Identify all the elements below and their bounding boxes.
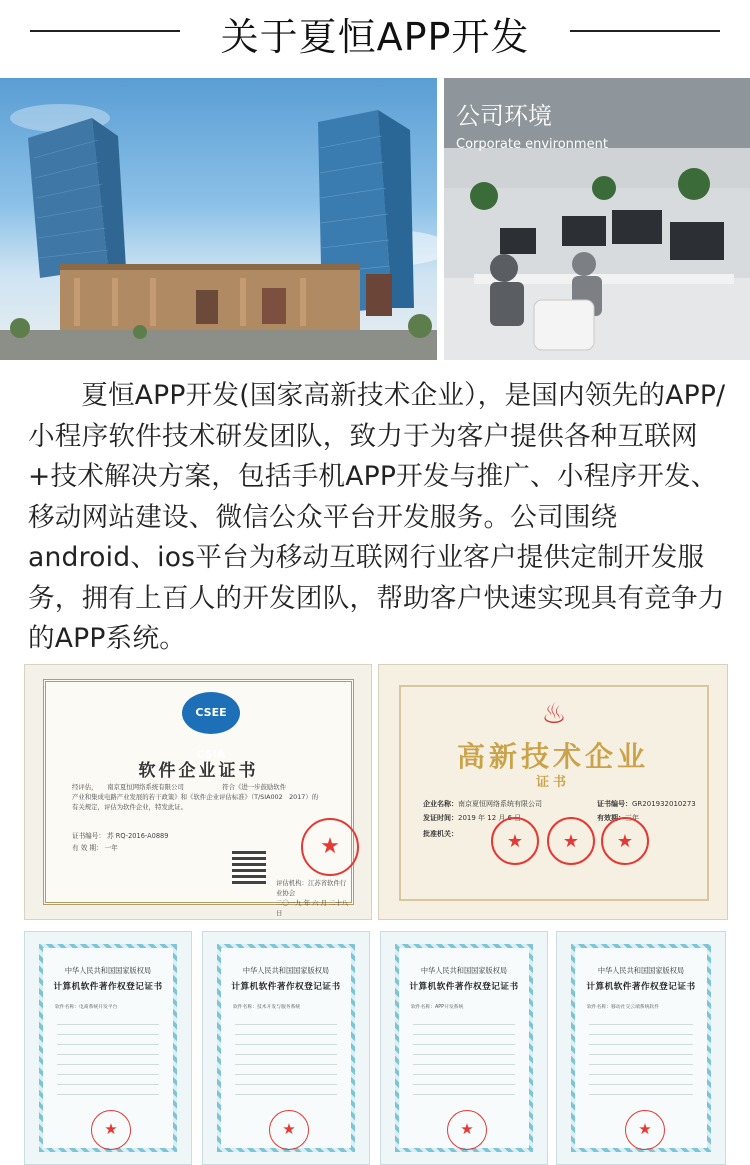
- certificate-issuer: [276, 878, 351, 918]
- certificate-number-value: GR201932010273: [632, 800, 696, 808]
- issuer-label: 评估机构：: [276, 879, 308, 887]
- company-name-value: 南京夏恒网络系统有限公司: [458, 800, 542, 808]
- building-illustration: [0, 78, 437, 360]
- certificate-body: [72, 782, 332, 812]
- certificate-number-value: 苏 RQ-2016-A0889: [107, 832, 169, 840]
- certificate-authority: 中华人民共和国国家版权局: [242, 966, 330, 975]
- certificate-number-label: 证书编号：: [597, 800, 632, 808]
- certificate-validity-value: 一年: [104, 844, 118, 852]
- certificate-frame: [217, 944, 355, 1152]
- certificate-validity-label: 有 效 期：: [72, 844, 103, 852]
- office-caption-en: Corporate environment: [456, 137, 608, 152]
- company-name-field: [423, 799, 542, 809]
- certificate-frame: [43, 679, 354, 917]
- company-intro-text: 夏恒APP开发(国家高新技术企业），是国内领先的APP/小程序软件技术研发团队，致力于为客户提供各种互联网+技术解决方案，包括手机APP开发与推广、小程序开发、移动网站建设、微信公众平台开发服务。公司围绕android、ios平台为移动互联网行业客户提供定制开发服务，拥有上百人的开发团队，帮助客户快速实现具有竞争力的APP系统。: [28, 380, 726, 654]
- certificate-number-field: [597, 799, 696, 809]
- red-seal-icon: ★: [625, 1110, 665, 1150]
- copyright-certificate: [24, 931, 192, 1165]
- copyright-certificate: [202, 931, 370, 1165]
- issuer-value: 江苏省软件行业协会: [276, 879, 347, 897]
- issue-date-value: 2019 年 12 月 6 日: [458, 814, 522, 822]
- certificate-authority: 中华人民共和国国家版权局: [64, 966, 152, 975]
- qr-code-icon: [232, 850, 266, 884]
- certificate-title: 计算机软件著作权登记证书: [409, 982, 519, 992]
- certificate-title: 计算机软件著作权登记证书: [53, 982, 163, 992]
- company-name-label: 企业名称：: [423, 800, 458, 808]
- red-seal-icon: ★: [547, 817, 595, 865]
- certificate-body-line: 有关规定，评估为软件企业，特发此证。: [72, 803, 188, 811]
- certificate-title: 高新技术企业: [456, 740, 649, 773]
- certificate-authority: 中华人民共和国国家版权局: [420, 966, 508, 975]
- software-name: 软件名称：移动社交云端系统软件: [587, 1005, 659, 1010]
- office-caption-cn: 公司环境: [456, 102, 552, 130]
- certificate-title: 计算机软件著作权登记证书: [231, 982, 341, 992]
- csia-logo-icon: CSEE CSIA: [182, 692, 240, 734]
- certificate-authority: 中华人民共和国国家版权局: [597, 966, 685, 975]
- red-seal-icon: ★: [91, 1110, 131, 1150]
- company-building-photo: [0, 78, 437, 360]
- validity-label: 有效期：: [597, 814, 625, 822]
- header-left-rule: [30, 30, 180, 32]
- certificate-text-lines: [235, 1024, 337, 1104]
- red-seal-icon: ★: [601, 817, 649, 865]
- certificate-text-lines: [413, 1024, 515, 1104]
- validity-value: 三年: [625, 814, 639, 822]
- certificate-body-line: 经评估， 南京夏恒网络系统有限公司 符合《进一步鼓励软件: [72, 783, 287, 791]
- certificate-title: 软件企业证书: [138, 761, 259, 781]
- copyright-certificate: [380, 931, 548, 1165]
- certificate-body-line: 产业和集成电路产业发展的若干政策》和《软件企业评估标准》（T/SIA002 2017）的: [72, 793, 319, 801]
- certificate-text-lines: [589, 1024, 693, 1104]
- header-right-rule: [570, 30, 720, 32]
- software-name: 软件名称：电商系统开发平台: [55, 1005, 118, 1010]
- section-header: [0, 0, 750, 68]
- approver-field: [423, 829, 458, 839]
- office-environment-photo: [444, 78, 750, 360]
- software-name: 软件名称：技术开发与服务系统: [233, 1005, 301, 1010]
- issue-date: 二〇一九 年 六 月 二十八 日: [276, 899, 349, 917]
- certificate-text-lines: [57, 1024, 159, 1104]
- certificate-frame: [395, 944, 533, 1152]
- torch-emblem-icon: ♨: [541, 697, 567, 730]
- office-caption: [456, 96, 608, 152]
- software-enterprise-certificate: [24, 664, 372, 920]
- red-seal-icon: ★: [447, 1110, 487, 1150]
- certificate-validity: [72, 842, 118, 852]
- red-seal-icon: ★: [269, 1110, 309, 1150]
- red-seal-icon: ★: [491, 817, 539, 865]
- software-name: 软件名称：APP开发系统: [411, 1005, 464, 1010]
- certificate-title: 计算机软件著作权登记证书: [586, 982, 696, 992]
- red-seal-icon: ★: [301, 818, 359, 876]
- certificate-frame: [571, 944, 711, 1152]
- copyright-certificate: [556, 931, 726, 1165]
- certificate-frame: [39, 944, 177, 1152]
- certificate-subtitle: 证书: [535, 775, 570, 790]
- certificate-number: [72, 830, 168, 840]
- approver-label: 批准机关：: [423, 830, 458, 838]
- page-title: 关于夏恒APP开发: [220, 15, 530, 59]
- certificate-number-label: 证书编号：: [72, 832, 105, 840]
- high-tech-enterprise-certificate: [378, 664, 728, 920]
- issue-date-label: 发证时间：: [423, 814, 458, 822]
